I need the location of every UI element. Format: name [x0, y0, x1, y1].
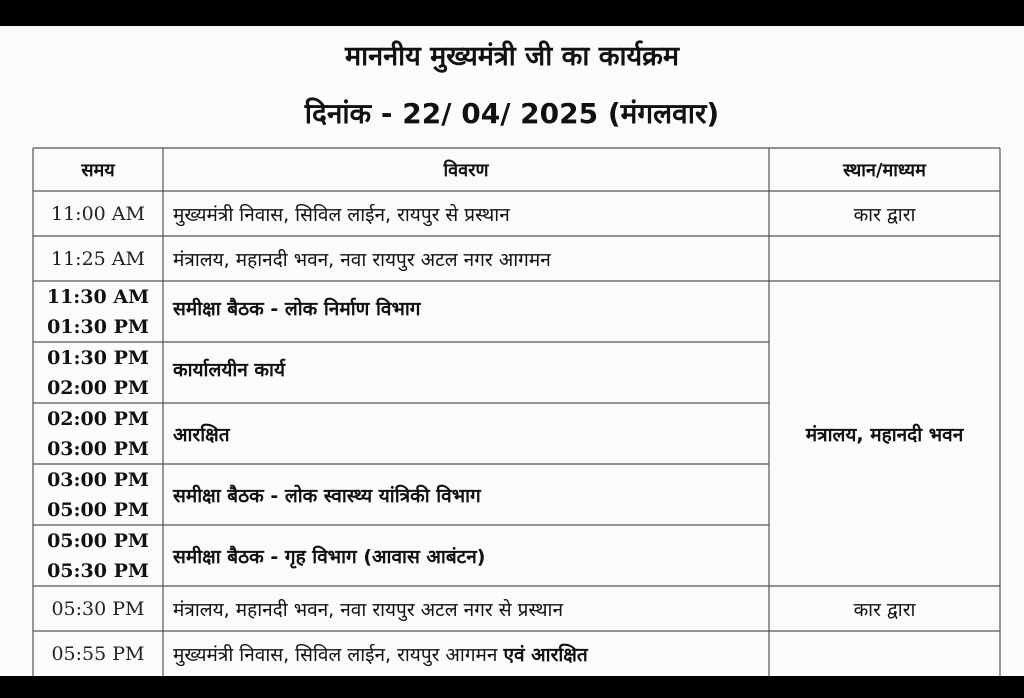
row-time	[33, 631, 163, 676]
time-start: 05:55 PM	[51, 642, 145, 665]
row-place: कार द्वारा	[853, 203, 916, 226]
row-time	[33, 236, 163, 281]
detail-bold-suffix: एवं आरक्षित	[503, 643, 588, 666]
row-place: कार द्वारा	[853, 598, 916, 621]
time-end: 03:00 PM	[47, 437, 149, 460]
document-title: माननीय मुख्यमंत्री जी का कार्यक्रम	[344, 41, 680, 72]
row-time-range	[33, 464, 163, 525]
header-place: स्थान/माध्यम	[843, 159, 926, 181]
time-end: 05:00 PM	[47, 498, 149, 521]
row-detail: समीक्षा बैठक - गृह विभाग (आवास आबंटन)	[173, 545, 486, 568]
row-detail: मंत्रालय, महानदी भवन, नवा रायपुर अटल नगर से प्रस्थान	[173, 598, 564, 621]
time-end: 01:30 PM	[47, 315, 149, 338]
row-time-range	[33, 403, 163, 464]
time-start: 02:00 PM	[47, 407, 149, 430]
time-start: 03:00 PM	[47, 468, 149, 491]
time-start: 11:25 AM	[51, 247, 145, 270]
row-place	[769, 236, 1000, 281]
row-detail: मुख्यमंत्री निवास, सिविल लाईन, रायपुर से प्रस्थान	[173, 203, 510, 226]
time-start: 01:30 PM	[47, 346, 149, 369]
row-detail: समीक्षा बैठक - लोक स्वास्थ्य यांत्रिकी विभाग	[173, 484, 481, 507]
row-time	[33, 191, 163, 236]
schedule-document	[0, 26, 1024, 676]
time-start: 11:00 AM	[51, 202, 145, 225]
row-detail: कार्यालयीन कार्य	[173, 358, 285, 381]
row-place	[769, 631, 1000, 676]
row-detail: मंत्रालय, महानदी भवन, नवा रायपुर अटल नगर आगमन	[173, 248, 551, 271]
time-start: 11:30 AM	[46, 285, 150, 308]
time-start: 05:00 PM	[47, 529, 149, 552]
header-time: समय	[81, 159, 115, 181]
schedule-table	[0, 26, 1024, 676]
row-time-range	[33, 281, 163, 342]
row-detail: आरक्षित	[173, 423, 230, 446]
row-detail	[163, 631, 769, 676]
row-time-range	[33, 525, 163, 586]
time-end: 05:30 PM	[47, 559, 149, 582]
document-date: दिनांक - 22/ 04/ 2025 (मंगलवार)	[304, 97, 720, 130]
header-detail: विवरण	[443, 159, 489, 181]
time-end: 02:00 PM	[47, 376, 149, 399]
time-start: 05:30 PM	[51, 597, 145, 620]
detail-text: मुख्यमंत्री निवास, सिविल लाईन, रायपुर आगमन	[173, 643, 498, 666]
merged-place-cell: मंत्रालय, महानदी भवन	[805, 423, 964, 446]
row-time	[33, 586, 163, 631]
row-detail: समीक्षा बैठक - लोक निर्माण विभाग	[173, 297, 421, 320]
row-time-range	[33, 342, 163, 403]
